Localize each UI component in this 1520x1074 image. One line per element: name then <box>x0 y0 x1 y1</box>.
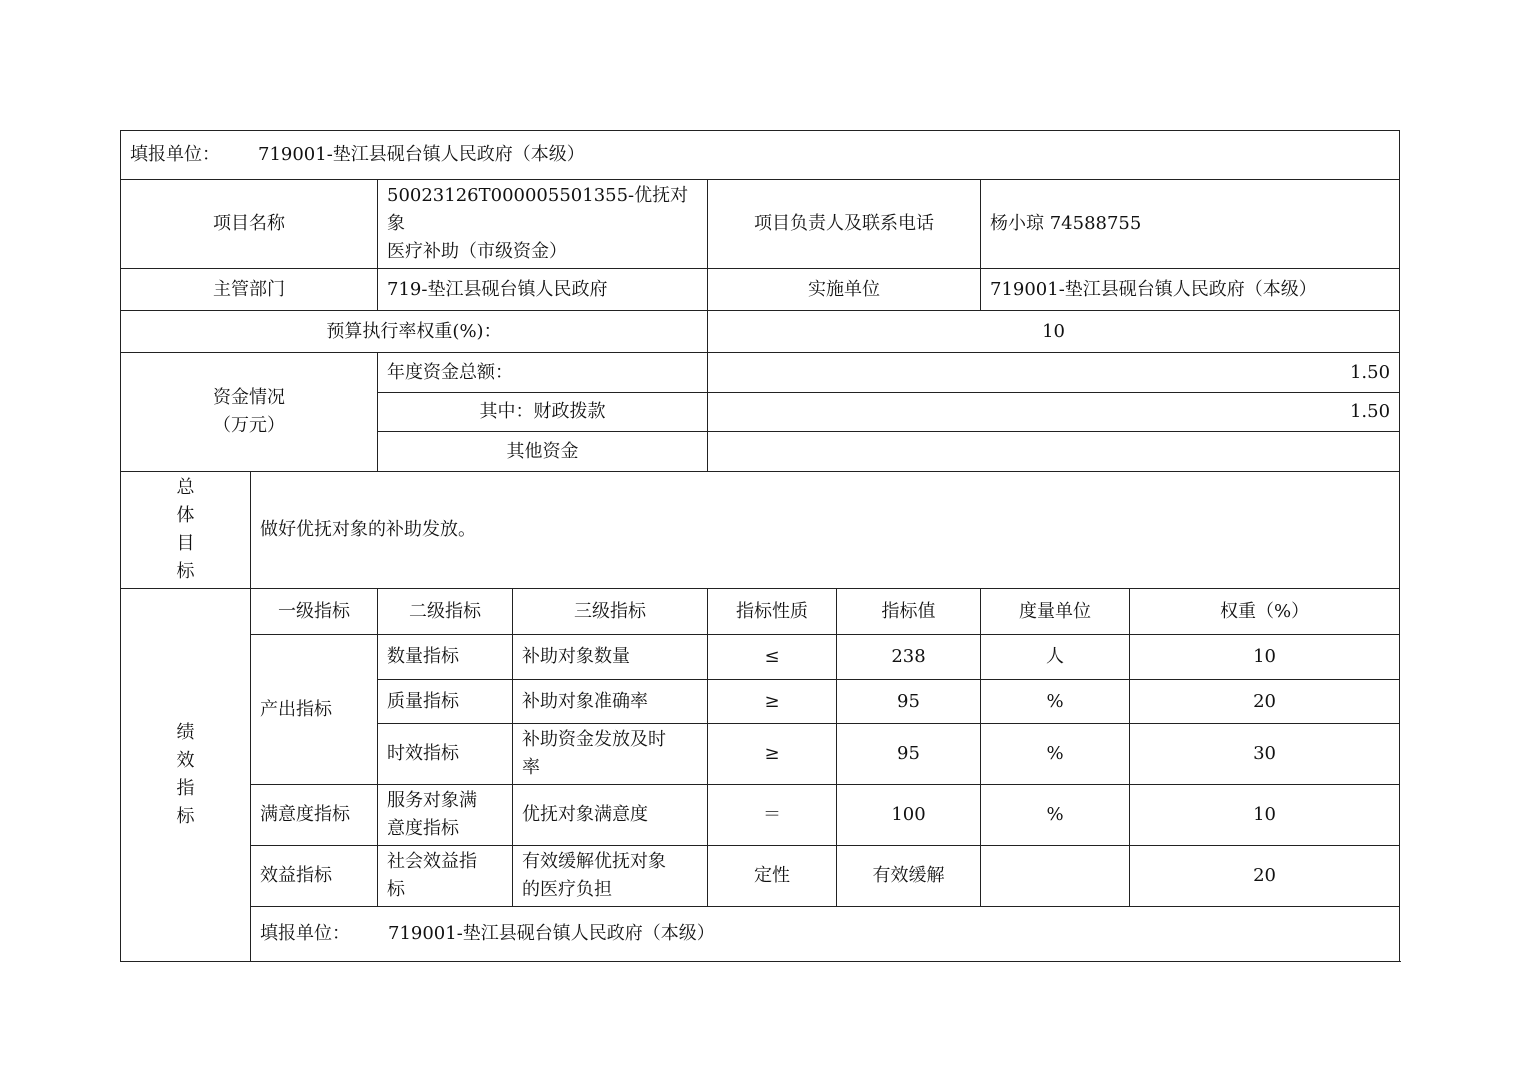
department-row <box>121 269 1400 311</box>
funds-total-label: 年度资金总额： <box>378 353 708 393</box>
goal-label-char: 目 <box>176 533 195 554</box>
department-value: 719-垫江县砚台镇人民政府 <box>378 269 708 311</box>
performance-label-char: 指 <box>176 778 195 799</box>
weight-cell: 30 <box>1130 724 1400 785</box>
level3-cell <box>513 724 708 785</box>
weight-cell: 20 <box>1130 680 1400 724</box>
nature-cell: 定性 <box>708 846 837 907</box>
funds-label-line2: （万元） <box>213 415 285 436</box>
value-cell: 有效缓解 <box>837 846 981 907</box>
value-cell: 95 <box>837 680 981 724</box>
implementing-unit-value: 719001-垫江县砚台镇人民政府（本级） <box>981 269 1400 311</box>
level2-line: 标 <box>387 879 405 900</box>
column-header: 指标性质 <box>708 589 837 635</box>
level2-cell <box>378 846 513 907</box>
level2-line: 意度指标 <box>387 818 459 839</box>
funds-total-value: 1.50 <box>708 353 1400 393</box>
column-header: 三级指标 <box>513 589 708 635</box>
project-name-label: 项目名称 <box>121 180 378 269</box>
funds-fiscal-value: 1.50 <box>708 393 1400 432</box>
funds-label <box>121 353 378 472</box>
weight-cell: 10 <box>1130 785 1400 846</box>
project-contact-label: 项目负责人及联系电话 <box>708 180 981 269</box>
unit-cell: % <box>981 724 1130 785</box>
budget-weight-label: 预算执行率权重(%)： <box>121 311 708 353</box>
project-name-line2: 医疗补助（市级资金） <box>387 241 567 262</box>
goal-label-char: 总 <box>176 477 195 498</box>
reporting-unit-label: 填报单位： <box>130 144 220 165</box>
header-row <box>121 131 1400 180</box>
level3-line: 补助资金发放及时 <box>522 729 666 750</box>
performance-label-char: 效 <box>176 750 195 771</box>
level2-cell: 数量指标 <box>378 635 513 680</box>
value-cell: 95 <box>837 724 981 785</box>
level2-line: 社会效益指 <box>387 851 477 872</box>
benefit-indicator-group: 效益指标 <box>251 846 378 907</box>
performance-header-row <box>121 589 1400 635</box>
table-row <box>121 846 1400 907</box>
department-label: 主管部门 <box>121 269 378 311</box>
goal-label-char: 体 <box>176 505 195 526</box>
column-header: 度量单位 <box>981 589 1130 635</box>
project-row <box>121 180 1400 269</box>
value-cell: 238 <box>837 635 981 680</box>
level3-line: 率 <box>522 757 540 778</box>
satisfaction-indicator-group: 满意度指标 <box>251 785 378 846</box>
budget-row <box>121 311 1400 353</box>
footer-reporting-unit-cell <box>251 907 1400 962</box>
footer-reporting-unit-label: 填报单位： <box>260 923 350 944</box>
output-indicator-group: 产出指标 <box>251 635 378 785</box>
funds-other-label: 其他资金 <box>378 432 708 472</box>
funds-other-value <box>708 432 1400 472</box>
table-row <box>121 785 1400 846</box>
column-header: 指标值 <box>837 589 981 635</box>
level2-cell <box>378 785 513 846</box>
overall-goal-text: 做好优抚对象的补助发放。 <box>251 472 1400 589</box>
unit-cell: % <box>981 785 1130 846</box>
value-cell: 100 <box>837 785 981 846</box>
footer-reporting-unit-value: 719001-垫江县砚台镇人民政府（本级） <box>388 923 715 944</box>
table-row <box>121 635 1400 680</box>
overall-goal-row <box>121 472 1400 589</box>
footer-row <box>121 907 1400 962</box>
budget-weight-value: 10 <box>708 311 1400 353</box>
unit-cell: % <box>981 680 1130 724</box>
project-contact-value: 杨小琼 74588755 <box>981 180 1400 269</box>
funds-total-row <box>121 353 1400 393</box>
nature-cell: ≥ <box>708 680 837 724</box>
nature-cell: ≤ <box>708 635 837 680</box>
level3-cell: 优抚对象满意度 <box>513 785 708 846</box>
performance-label-char: 绩 <box>176 722 195 743</box>
column-header: 一级指标 <box>251 589 378 635</box>
project-name-value <box>378 180 708 269</box>
funds-fiscal-label: 其中：财政拨款 <box>378 393 708 432</box>
column-header: 权重（%） <box>1130 589 1400 635</box>
weight-cell: 20 <box>1130 846 1400 907</box>
level2-line: 服务对象满 <box>387 790 477 811</box>
level3-line: 有效缓解优抚对象 <box>522 851 666 872</box>
goal-label-char: 标 <box>176 561 195 582</box>
level3-cell <box>513 846 708 907</box>
nature-cell: ≥ <box>708 724 837 785</box>
funds-label-line1: 资金情况 <box>213 387 285 408</box>
unit-cell: 人 <box>981 635 1130 680</box>
level2-cell: 质量指标 <box>378 680 513 724</box>
implementing-unit-label: 实施单位 <box>708 269 981 311</box>
project-name-line1: 50023126T000005501355-优抚对象 <box>387 185 689 234</box>
reporting-unit-value: 719001-垫江县砚台镇人民政府（本级） <box>258 144 585 165</box>
weight-cell: 10 <box>1130 635 1400 680</box>
performance-target-form <box>120 130 1400 962</box>
nature-cell: ＝ <box>708 785 837 846</box>
level3-cell: 补助对象数量 <box>513 635 708 680</box>
level3-cell: 补助对象准确率 <box>513 680 708 724</box>
column-header: 二级指标 <box>378 589 513 635</box>
level2-cell: 时效指标 <box>378 724 513 785</box>
performance-label-char: 标 <box>176 806 195 827</box>
level3-line: 的医疗负担 <box>522 879 612 900</box>
unit-cell <box>981 846 1130 907</box>
performance-label <box>121 589 251 962</box>
overall-goal-label <box>121 472 251 589</box>
reporting-unit-cell <box>121 131 1400 180</box>
